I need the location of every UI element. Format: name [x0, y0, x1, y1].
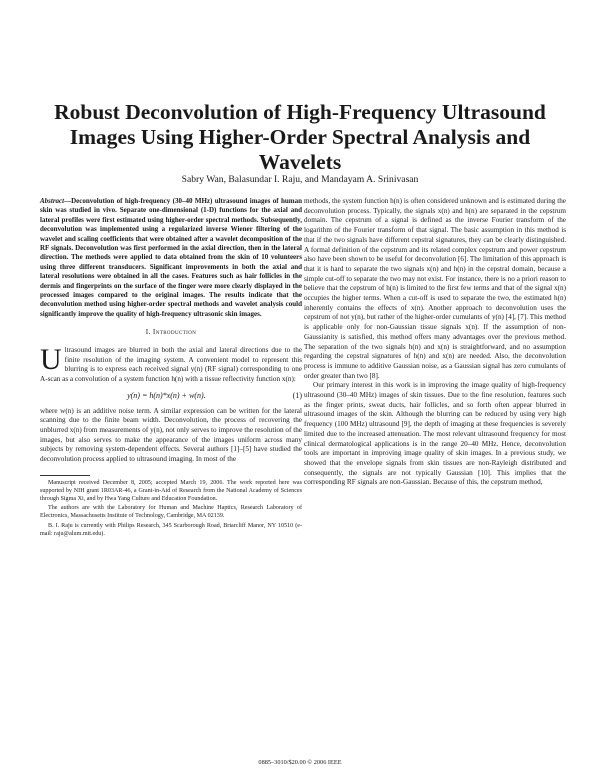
- equation-1: [40, 391, 302, 401]
- equation-body: y(n) = h(n)*x(n) + w(n).: [127, 390, 206, 400]
- section-heading: I. Introduction: [145, 328, 197, 337]
- intro-continuation: where w(n) is an additive noise term. A similar expression can be written for the lateral scanning due to the finite beam width. Deconvolution, the process of recovering the unblurred x(n) from measurements of y(n), not only serves to improve the resolution of the images, but also serves to make the appearance of the images uniform across many subjects by removing system-dependent effects. Several authors [1]–[5] have studied the deconvolution process applied to ultrasound imaging. In most of the: [40, 406, 302, 464]
- body-paragraph: Our primary interest in this work is in improving the image quality of high-frequency ultrasound (30–40 MHz) images of skin tissues. Due to the fine resolution, features such as the finger prints, sweat ducts, hair follicles, and so forth often appear blurred in ultrasound images of the skin. Although the blurring can be reduced by using very high frequency (100 MHz) ultrasound [9], the depth of imaging at these frequencies is severely limited due to the increased attenuation. The most relevant ultrasound frequency for most clinical dermatological applications is in the range 20–40 MHz. Hence, deconvolution tools are important in improving image quality of skin images. In a previous study, we showed that the envelope signals from skin tissues are non-Rayleigh distributed and consequently, the signals are not typically Gaussian [10]. This implies that the corresponding RF signals are non-Gaussian. Because of this, the cepstrum method,: [304, 381, 566, 487]
- abstract-label: Abstract—: [40, 197, 72, 205]
- footnote-affiliation: The authors are with the Laboratory for Human and Machine Haptics, Research Laboratory of Electronics, Massachusetts Institute of Technology, Cambridge, MA 02139.: [40, 505, 302, 520]
- footnote-received: Manuscript received December 8, 2005; accepted March 19, 2006. The work reported here was supported by NIH grant 1R03AR-46, a Grant-in-Aid of Research from the National Academy of Sciences through Sigma Xi, and by Hwa Yang Culture and Education Foundation.: [40, 479, 302, 502]
- copyright-footer: 0885–3010/$20.00 © 2006 IEEE: [258, 759, 342, 766]
- intro-text: ltrasound images are blurred in both the axial and lateral directions due to the finite resolution of the imaging system. A convenient model to represent this blurring is to express each received signal y(n) (RF signal) corresponding to one A-scan as a convolution of a system function h(n) with a tissue reflectivity function x(n):: [40, 345, 302, 384]
- footnote-current-address: B. I. Raju is currently with Philips Research, 345 Scarborough Road, Briarcliff Manor, NY 10510 (e-mail: raju@alum.mit.edu).: [40, 523, 302, 538]
- abstract: [40, 197, 302, 319]
- body-paragraph: methods, the system function h(n) is often considered unknown and is estimated during the deconvolution process. Typically, the signals x(n) and h(n) are separated in the cepstrum domain. The cepstrum of a signal is defined as the inverse Fourier transform of the logarithm of the Fourier transform of that signal. The basic assumption in this method is that if the two signals have different cepstral signatures, they can be clearly distinguished. A formal definition of the cepstrum and its related complex cepstrum and power cepstrum also have been shown to be useful for deconvolution [6]. The limitation of this approach is that it is hard to separate the two signals x(n) and h(n) in the cepstral domain, because a simple cut-off to separate the two may not exist. For instance, there is no a priori reason to believe that the cepstrum of h(n) is limited to the first few terms and that of the signal x(n) occupies the higher terms. When a cut-off is used to separate the two, the estimated h(n) inherently contains the effects of x(n). Another approach to deconvolution uses the cepstrum of not y(n), but rather of the higher-order cumulants of y(n) [4], [7]. This method is applicable only for non-Gaussian tissue signals x(n). If the assumption of non-Gaussianity is satisfied, this method offers many advantages over the previous method. The separation of the two signals h(n) and x(n) is straightforward, and no assumption regarding the cepstral signatures of h(n) and x(n) are needed. Also, the deconvolution process is immune to additive Gaussian noise, as a Gaussian signal has zero cumulants of order greater than two [8].: [304, 197, 566, 380]
- footnote-divider: [40, 475, 90, 476]
- right-column: [304, 197, 566, 488]
- abstract-text: Deconvolution of high-frequency (30–40 MHz) ultrasound images of human skin was studied in vivo. Separate one-dimensional (1-D) functions for the axial and lateral profiles were first estimated using higher-order spectral methods. Subsequently, deconvolution was implemented using a regularized inverse Wiener filtering of the wavelet and scaling coefficients that were obtained after a wavelet decomposition of the RF signals. Deconvolution was first performed in the axial direction, then in the lateral direction. The methods were applied to data obtained from the skin of 10 volunteers using three different transducers. Significant improvements in both the axial and lateral resolutions were obtained in all the cases. Features such as hair follicles in the dermis and fingerprints on the surface of the finger were more clearly displayed in the processed images compared to the original images. The results indicate that the deconvolution method using higher-order spectral methods and wavelet analysis could significantly improve the quality of high-frequency ultrasonic skin images.: [40, 197, 302, 318]
- paper-title: Robust Deconvolution of High-Frequency Ultrasound Images Using Higher-Order Spectral Analysis and Wavelets: [54, 100, 546, 174]
- equation-number: (1): [292, 390, 302, 400]
- left-column: [40, 197, 302, 541]
- author-list: Sabry Wan, Balasundar I. Raju, and Mandayam A. Srinivasan: [181, 174, 419, 185]
- drop-cap: U: [40, 342, 62, 376]
- intro-paragraph: [40, 342, 302, 385]
